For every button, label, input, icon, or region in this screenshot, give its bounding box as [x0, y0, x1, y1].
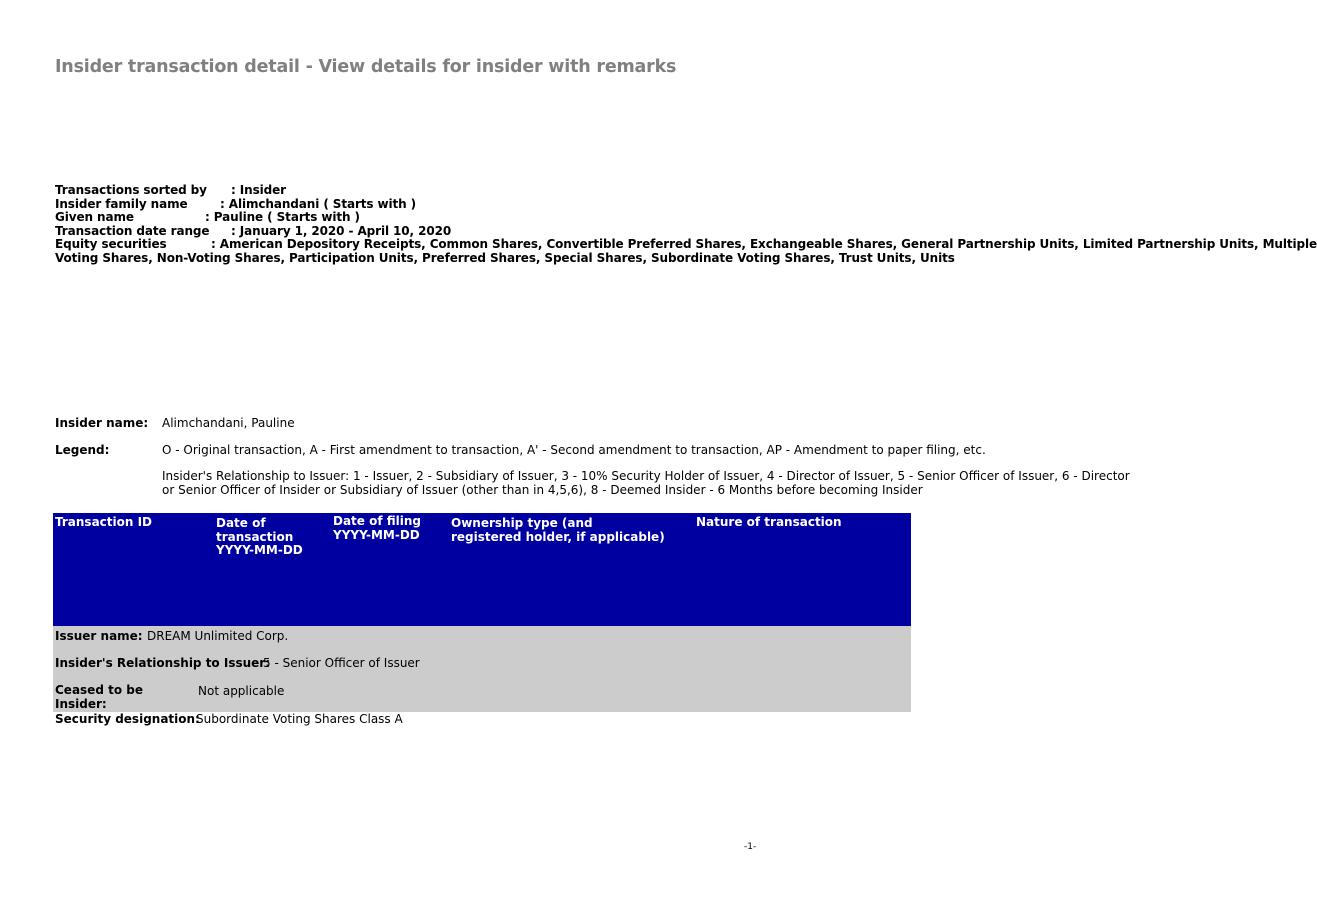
given-name-value: : Pauline ( Starts with ) [205, 210, 360, 224]
legend-relationship [162, 470, 1130, 497]
date-range-value: : January 1, 2020 - April 10, 2020 [231, 223, 452, 238]
column-header-date-of-filing: Date of filing YYYY-MM-DD [333, 514, 422, 542]
column-header-date-of-transaction: Date of transaction YYYY-MM-DD [216, 516, 303, 557]
table-header [53, 513, 911, 626]
ceased-to-be-insider-label: Ceased to be Insider: [55, 683, 143, 711]
family-name-label: Insider family name [55, 196, 188, 211]
ceased-to-be-insider-value: Not applicable [198, 684, 285, 698]
insider-name-label: Insider name: [55, 416, 149, 430]
sorted-by-value: : Insider [231, 183, 286, 197]
column-header-ownership-type: Ownership type (and registered holder, if applicable) [451, 516, 665, 544]
equity-securities-label: Equity securities [55, 237, 167, 251]
security-designation-value: Subordinate Voting Shares Class A [196, 712, 403, 726]
column-header-transaction-id: Transaction ID [55, 515, 153, 529]
page-title: Insider transaction detail - View details for insider with remarks [55, 57, 677, 77]
equity-securities-value-cont: Voting Shares, Non-Voting Shares, Participation Units, Preferred Shares, Special Shares, Subordinate Voting Shares, Trust Units, Units [55, 250, 955, 265]
legend-relationship-line-1: Insider's Relationship to Issuer: 1 - Issuer, 2 - Subsidiary of Issuer, 3 - 10% Security Holder of Issuer, 4 - Director of Issuer, 5 - Senior Officer of Issuer, 6 - Director [162, 469, 1130, 483]
column-header-nature-of-transaction: Nature of transaction [696, 515, 842, 529]
date-range-label: Transaction date range [55, 223, 210, 238]
insider-name-value: Alimchandani, Pauline [162, 416, 295, 430]
legend-label: Legend: [55, 443, 110, 457]
relationship-value: 5 - Senior Officer of Issuer [263, 656, 420, 670]
security-designation-label: Security designation: [55, 712, 200, 726]
sorted-by-label: Transactions sorted by [55, 183, 207, 197]
family-name-value: : Alimchandani ( Starts with ) [220, 196, 417, 211]
given-name-label: Given name [55, 210, 134, 224]
equity-securities-value: : American Depository Receipts, Common Shares, Convertible Preferred Shares, Exchangeable Shares, General Partnership Units, Limited Partnership Units, Multiple [211, 237, 1317, 251]
legend-transaction-codes: O - Original transaction, A - First amendment to transaction, A' - Second amendment to transaction, AP - Amendment to paper filing, etc. [162, 443, 986, 457]
issuer-name-value: DREAM Unlimited Corp. [147, 629, 289, 643]
issuer-name-label: Issuer name: [55, 629, 143, 643]
legend-relationship-line-2: or Senior Officer of Insider or Subsidiary of Issuer (other than in 4,5,6), 8 - Deemed Insider - 6 Months before becoming Insider [162, 482, 923, 497]
relationship-label: Insider's Relationship to Issuer: [55, 656, 271, 670]
page-number: -1- [744, 842, 757, 852]
